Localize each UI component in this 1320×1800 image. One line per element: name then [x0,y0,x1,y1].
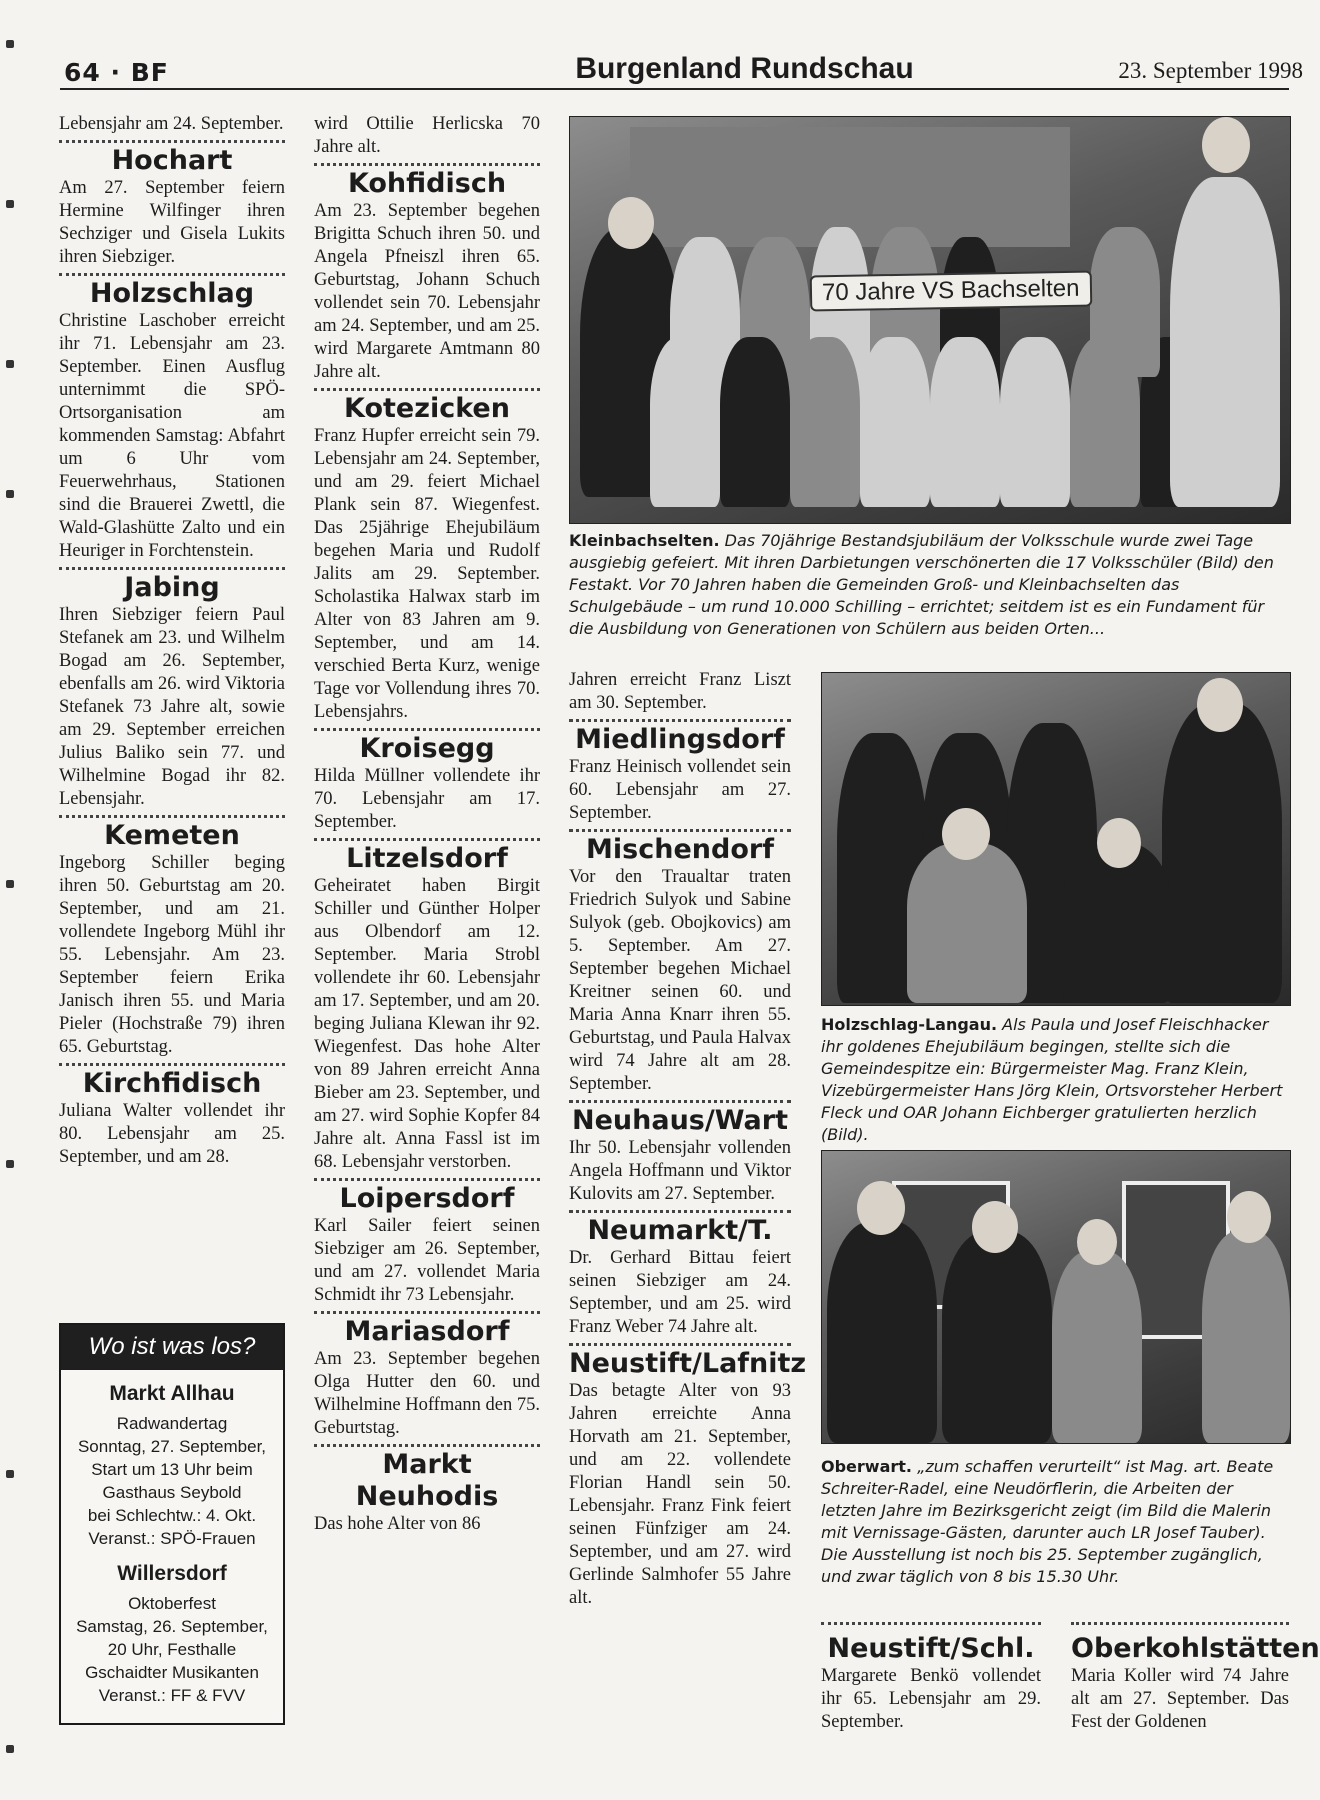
article-text: Ihren Siebziger feiern Paul Stefanek am 23. und Wilhelm Bogad am 26. September, ebenfalls am 26. wird Viktoria Stefanek 73 Jahre alt, sowie am 29. September erreichen Julius Baliko sein 77. und Wilhelmine Bogad ihr 82. Lebensjahr. [59,605,285,809]
article-kroisegg [314,728,540,834]
article-heading: Oberkohlstätten [1071,1633,1320,1664]
person-head [1097,818,1141,868]
page-number: 64 · BF [64,58,169,87]
article-neustift-schl [821,1622,1041,1783]
person-figure [790,337,860,507]
article-text: Dr. Gerhard Bittau feiert seinen Siebziger am 24. September, und am 25. wird Franz Weber 74 Jahre alt. [569,1248,791,1337]
page-header [60,48,1303,90]
event-line: Gasthaus Seybold [102,1483,242,1502]
person-head [1227,1191,1271,1243]
article-heading: Mischendorf [586,834,774,865]
event-line: 20 Uhr, Festhalle [107,1640,237,1659]
caption-text: „zum schaffen verurteilt“ ist Mag. art. Beate Schreiter-Radel, eine Neudörflerin, die Arbeiten der letzten Jahre im Bezirksgericht zeigt (im Bild die Malerin mit Vernissage-Gästen, darunter auch LR Josef Tauber). Die Ausstellung ist noch bis 25. September zugänglich, und zwar täglich von 8 bis 15.30 Uhr. [821,1457,1274,1586]
caption-text: Das 70jährige Bestandsjubiläum der Volksschule wurde zwei Tage ausgiebig gefeiert. Mit ihren Darbietungen verschönerten die 17 Volksschüler (Bild) den Festakt. Vor 70 Jahren haben die Gemeinden Groß- und Kleinbachselten das Schulgebäude – um rund 10.000 Schilling – errichtet; seitdem ist es ein Fundament für die Ausbildung von Generationen von Schülern aus beiden Orten... [569,531,1274,638]
person-figure [1202,1231,1290,1443]
article-mariasdorf [314,1311,540,1440]
article-text: Ihr 50. Lebensjahr vollenden Angela Hoffmann und Viktor Kulovits am 27. September. [569,1138,791,1204]
photo-school-anniversary [569,116,1291,524]
photo-caption [821,1456,1289,1596]
photo-caption [821,1014,1289,1144]
person-figure [1170,177,1280,507]
article-heading: Loipersdorf [339,1183,515,1214]
caption-place: Oberwart. [821,1457,912,1476]
article-heading: Neustift/Lafnitz [569,1348,807,1379]
person-head [1077,1219,1117,1265]
person-figure [907,843,1027,1003]
article-continued [569,669,791,715]
caption-text: Als Paula und Josef Fleischhacker ihr goldenes Ehejubiläum begingen, stellte sich die Gemeindespitze ein: Bürgermeister Mag. Franz Klein, Vizebürgermeister Hans Jörg Klein, Ortsvorsteher Herbert Fleck und OAR Johann Eichberger gratulierten herzlich (Bild). [821,1015,1283,1144]
article-jabing [59,567,285,811]
article-neumarkt [569,1210,791,1339]
article-heading: Kroisegg [359,733,495,764]
article-text: Lebensjahr am 24. September. [59,114,284,134]
person-figure [942,1231,1052,1443]
article-heading: Jabing [124,572,220,603]
person-head [857,1181,905,1235]
caption-place: Kleinbachselten. [569,531,720,550]
school-sign: 70 Jahre VS Bachselten [810,271,1092,312]
person-head [942,808,990,860]
article-markt-neuhodis [314,1444,540,1536]
article-heading: Markt Neuhodis [355,1449,499,1512]
article-text: Franz Hupfer erreicht sein 79. Lebensjahr am 24. September, und am 29. feiert Michael Plank sein 87. Wiegenfest. Das 25jährige Ehejubiläum begehen Maria und Rudolf Jalits am 29. September. Scholastika Halwax starb im Alter von 83 Jahren am 9. September, und am 14. verschied Berta Kurz, wenige Tage vor Vollendung ihres 70. Lebensjahrs. [314,426,540,722]
event-line: bei Schlechtw.: 4. Okt. [87,1506,257,1525]
newspaper-name: Burgenland Rundschau [575,52,914,85]
event-line: Veranst.: SPÖ-Frauen [88,1529,256,1548]
person-figure [1000,337,1070,507]
article-text: Ingeborg Schiller beging ihren 50. Geburtstag am 20. September, und am 21. vollendete Ingeborg Mühl ihr 55. Lebensjahr. Am 23. September feiern Erika Janisch ihren 55. und Maria Pieler (Hochstraße 79) ihren 65. Geburtstag. [59,853,285,1057]
person-figure [1162,703,1282,1003]
person-figure [1090,227,1160,377]
person-figure [650,337,720,507]
article-neuhaus-wart [569,1100,791,1206]
person-figure [1052,1251,1142,1443]
article-heading: Litzelsdorf [346,843,508,874]
article-text: Margarete Benkö vollendet ihr 65. Lebensjahr am 29. September. [821,1666,1041,1732]
events-infobox [59,1323,285,1725]
article-continued [314,113,540,159]
article-continued [59,113,285,136]
article-heading: Mariasdorf [344,1316,510,1347]
article-heading: Kemeten [104,820,240,851]
article-kohfidisch [314,163,540,384]
column-1 [59,113,285,1318]
article-heading: Holzschlag [89,278,255,309]
person-head [608,197,654,249]
event-line: Gschaidter Musikanten [85,1663,259,1682]
infobox-title: Wo ist was los? [61,1325,283,1370]
article-text: Franz Heinisch vollendet sein 60. Lebensjahr am 27. September. [569,757,791,823]
article-holzschlag [59,273,285,563]
person-figure [930,337,1000,507]
event-willersdorf [61,1562,283,1707]
event-line: Radwandertag [116,1414,228,1433]
article-text: Hilda Müllner vollendete ihr 70. Lebensjahr am 17. September. [314,766,540,832]
article-text: wird Ottilie Herlicska 70 Jahre alt. [314,114,540,157]
person-head [1197,678,1243,732]
article-text: Das hohe Alter von 86 [314,1514,481,1534]
caption-place: Holzschlag-Langau. [821,1015,998,1034]
event-line: Sonntag, 27. September, [77,1437,267,1456]
event-markt-allhau [61,1382,283,1550]
article-neustift-lafnitz [569,1343,807,1610]
article-heading: Miedlingsdorf [575,724,785,755]
photo-exhibition [821,1150,1291,1444]
photo-golden-anniversary [821,672,1291,1006]
article-text: Am 23. September begehen Olga Hutter den 60. und Wilhelmine Hoffmann den 75. Geburtstag. [314,1349,541,1438]
article-heading: Kohfidisch [347,168,507,199]
article-heading: Kotezicken [344,393,510,424]
event-line: Samstag, 26. September, [76,1617,268,1636]
article-heading: Kirchfidisch [82,1068,262,1099]
event-place: Willersdorf [117,1562,227,1585]
article-text: Am 27. September feiern Hermine Wilfinger ihren Sechziger und Gisela Lukits ihren Siebziger. [59,178,285,267]
person-figure [860,337,930,507]
article-text: Das betagte Alter von 93 Jahren erreichte Anna Horvath am 21. September, und am 22. vollendete Florian Handl sein 50. Lebensjahr. Franz Fink feiert seinen Fünfziger am 24. September, und am 27. wird Gerlinde Salmhofer 55 Jahre alt. [569,1381,791,1608]
article-text: Am 23. September begehen Brigitta Schuch ihren 50. und Angela Pfneiszl ihren 65. Geburtstag, Johann Schuch vollendet sein 70. Lebensjahr am 24. September, und am 25. wird Margarete Amtmann 80 Jahre alt. [314,201,540,382]
event-line: Oktoberfest [128,1594,216,1613]
article-mischendorf [569,829,791,1096]
article-text: Maria Koller wird 74 Jahre alt am 27. September. Das Fest der Goldenen [1071,1666,1289,1732]
article-hochart [59,140,285,269]
article-text: Christine Laschober erreicht ihr 71. Lebensjahr am 23. September. Einen Ausflug unternimmt die SPÖ-Ortsorganisation am kommenden Samstag: Abfahrt um 6 Uhr vom Feuerwehrhaus, Stationen sind die Brauerei Zwettl, die Wald-Glashütte Zalto und ein Heuriger in Forchtenstein. [59,311,285,561]
person-head [972,1201,1018,1253]
article-heading: Neustift/Schl. [827,1633,1035,1664]
event-place: Markt Allhau [109,1382,235,1405]
article-kemeten [59,815,285,1059]
person-figure [720,337,790,507]
article-text: Jahren erreicht Franz Liszt am 30. September. [569,670,791,713]
person-head [1202,117,1250,173]
photo-caption [569,530,1289,648]
article-text: Vor den Traualtar traten Friedrich Sulyok und Sabine Sulyok (geb. Obojkovics) am 5. September. Am 27. September begehen Michael Kreitner seinen 60. und Maria Anna Knarr ihren 55. Geburtstag, und Paula Halvax wird 74 Jahre alt am 28. September. [569,867,791,1094]
article-heading: Neuhaus/Wart [572,1105,788,1136]
article-text: Karl Sailer feiert seinen Siebziger am 26. September, und am 27. vollendet Maria Schmidt ihr 73 Lebensjahr. [314,1216,540,1305]
article-oberkohlstaetten [1071,1622,1320,1783]
event-line: Start um 13 Uhr beim [91,1460,253,1479]
article-text: Juliana Walter vollendet ihr 80. Lebensjahr am 25. September, und am 28. [59,1101,285,1167]
article-loipersdorf [314,1178,540,1307]
article-kirchfidisch [59,1063,285,1169]
article-kotezicken [314,388,540,724]
article-miedlingsdorf [569,719,791,825]
event-line: Veranst.: FF & FVV [98,1686,246,1705]
column-3 [569,669,807,1614]
article-text: Geheiratet haben Birgit Schiller und Günther Holper aus Olbendorf am 12. September. Maria Strobl vollendete ihr 60. Lebensjahr am 17. September, und am 20. beging Juliana Klewan ihr 92. Wiegenfest. Das hohe Alter von 89 Jahren erreicht Anna Bieber am 23. September, und am 27. wird Sophie Kopfer 84 Jahre alt. Anna Fassl ist im 68. Lebensjahr verstorben. [314,876,540,1172]
person-figure [827,1221,937,1443]
article-heading: Neumarkt/T. [587,1215,773,1246]
issue-date: 23. September 1998 [1118,58,1303,83]
column-2 [314,113,540,1738]
article-litzelsdorf [314,838,540,1174]
article-heading: Hochart [111,145,233,176]
